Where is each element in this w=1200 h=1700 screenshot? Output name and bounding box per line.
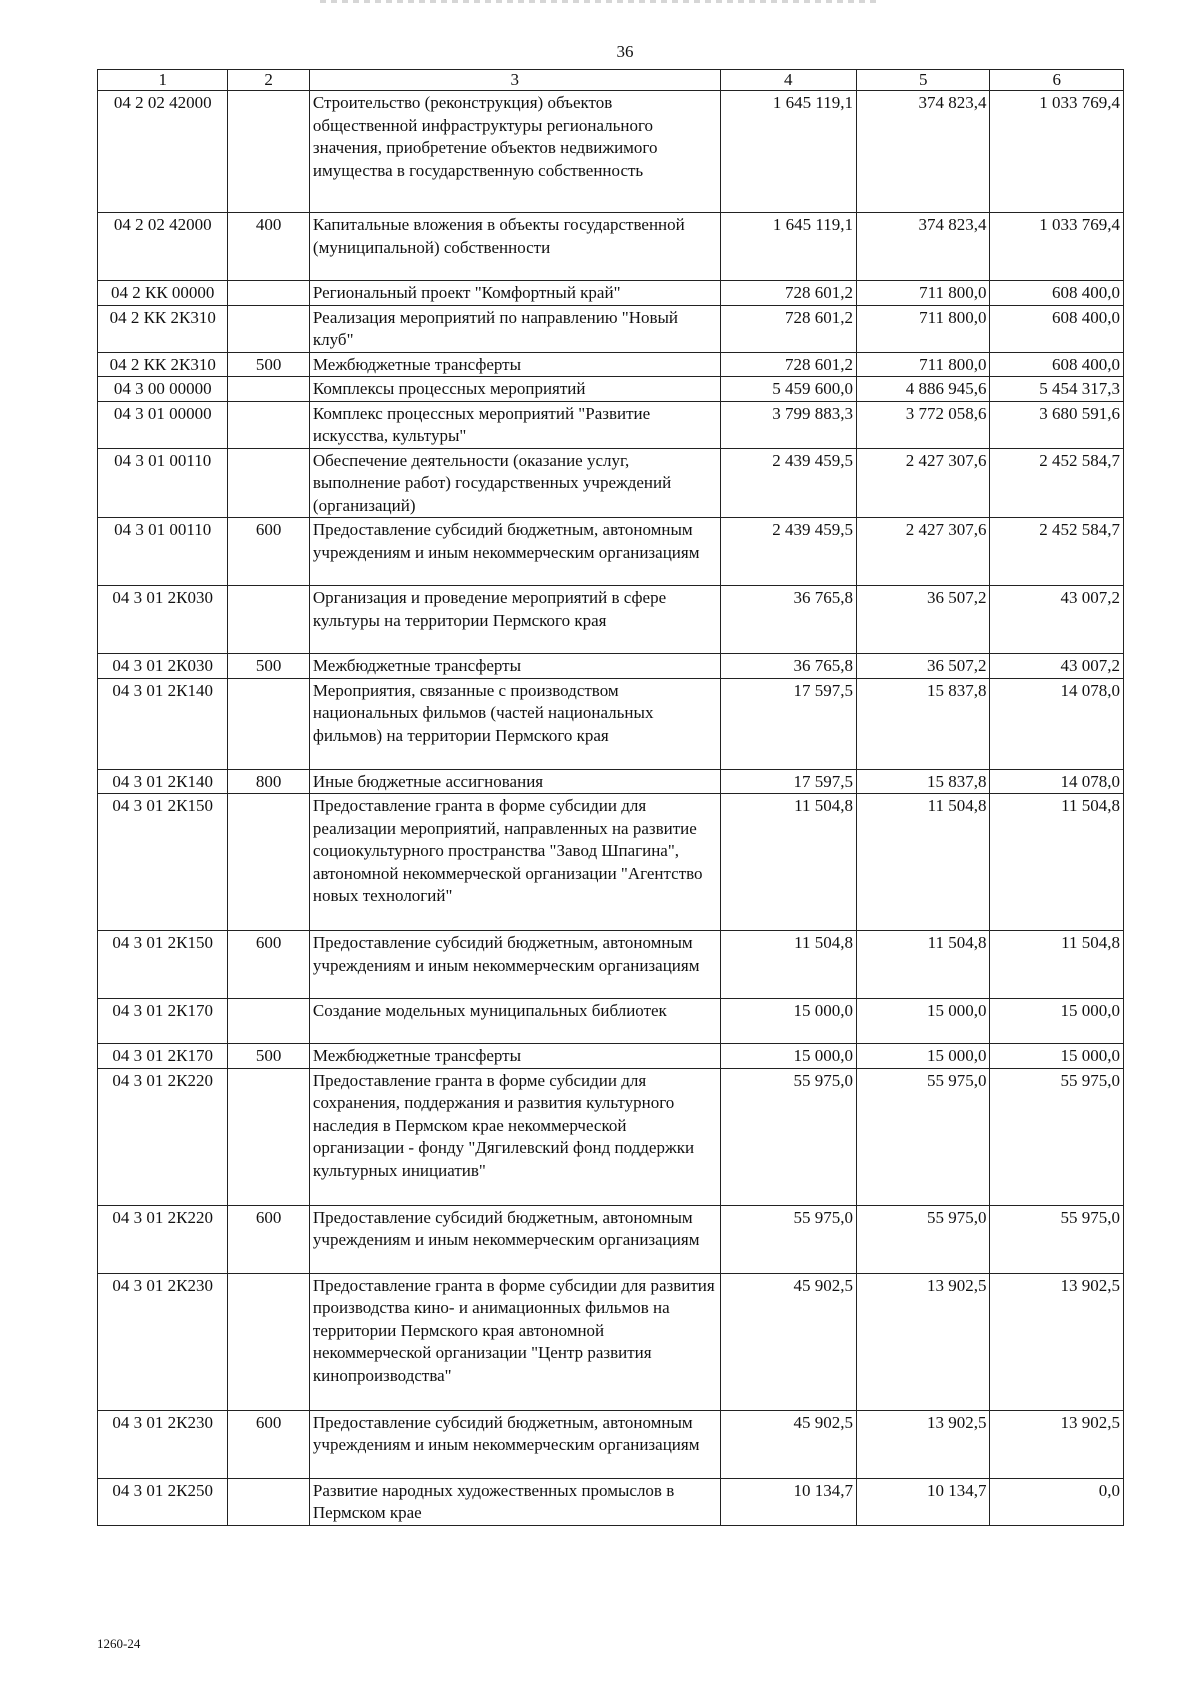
amount-col-4: 2 439 459,5 [720,518,857,586]
classification-code: 04 3 01 00110 [98,448,228,518]
item-name: Межбюджетные трансферты [309,654,720,679]
amount-col-6: 11 504,8 [990,931,1124,999]
table-row [98,1044,1124,1069]
amount-col-4: 17 597,5 [720,769,857,794]
classification-code: 04 2 КК 2К310 [98,305,228,352]
item-name: Комплекс процессных мероприятий "Развитие искусства, культуры" [309,401,720,448]
amount-col-6: 13 902,5 [990,1273,1124,1410]
amount-col-5: 711 800,0 [857,352,990,377]
amount-col-4: 1 645 119,1 [720,213,857,281]
amount-col-5: 11 504,8 [857,931,990,999]
page-number: 36 [616,42,634,61]
item-name: Реализация мероприятий по направлению "Новый клуб" [309,305,720,352]
expense-type-code: 600 [228,931,310,999]
item-name: Капитальные вложения в объекты государственной (муниципальной) собственности [309,213,720,281]
expense-type-code [228,281,310,306]
amount-col-5: 3 772 058,6 [857,401,990,448]
column-number-row [98,70,1124,91]
item-name: Строительство (реконструкция) объектов общественной инфраструктуры регионального значения, приобретение объектов недвижимого имущества в государственную собственность [309,91,720,213]
table-row [98,1410,1124,1478]
amount-col-6: 43 007,2 [990,654,1124,679]
amount-col-5: 36 507,2 [857,586,990,654]
amount-col-4: 55 975,0 [720,1068,857,1205]
classification-code: 04 3 01 2К230 [98,1410,228,1478]
table-row [98,448,1124,518]
column-header: 2 [228,70,310,91]
amount-col-6: 55 975,0 [990,1205,1124,1273]
table-row [98,352,1124,377]
amount-col-4: 36 765,8 [720,654,857,679]
expense-type-code: 500 [228,352,310,377]
column-header: 4 [720,70,857,91]
expense-type-code [228,586,310,654]
budget-table [97,69,1124,1526]
table-row [98,1478,1124,1525]
item-name: Межбюджетные трансферты [309,352,720,377]
classification-code: 04 3 01 00110 [98,518,228,586]
table-row [98,999,1124,1044]
amount-col-6: 55 975,0 [990,1068,1124,1205]
table-row [98,586,1124,654]
item-name: Предоставление гранта в форме субсидии для реализации мероприятий, направленных на развитие социокультурного пространства "Завод Шпагина", автономной некоммерческой организации "Агентство новых технологий" [309,794,720,931]
item-name: Предоставление субсидий бюджетным, автономным учреждениям и иным некоммерческим организациям [309,518,720,586]
item-name: Создание модельных муниципальных библиотек [309,999,720,1044]
amount-col-4: 15 000,0 [720,1044,857,1069]
amount-col-6: 2 452 584,7 [990,448,1124,518]
table-row [98,518,1124,586]
expense-type-code: 600 [228,1410,310,1478]
amount-col-6: 14 078,0 [990,769,1124,794]
amount-col-4: 3 799 883,3 [720,401,857,448]
amount-col-5: 2 427 307,6 [857,518,990,586]
amount-col-5: 4 886 945,6 [857,377,990,402]
classification-code: 04 3 01 2К150 [98,794,228,931]
amount-col-5: 711 800,0 [857,281,990,306]
table-row [98,1205,1124,1273]
amount-col-6: 608 400,0 [990,352,1124,377]
expense-type-code: 800 [228,769,310,794]
amount-col-5: 13 902,5 [857,1273,990,1410]
table-row [98,769,1124,794]
expense-type-code [228,1478,310,1525]
amount-col-6: 608 400,0 [990,305,1124,352]
amount-col-5: 10 134,7 [857,1478,990,1525]
amount-col-6: 11 504,8 [990,794,1124,931]
table-row [98,401,1124,448]
amount-col-4: 728 601,2 [720,352,857,377]
amount-col-4: 11 504,8 [720,931,857,999]
amount-col-4: 36 765,8 [720,586,857,654]
document-code: 1260-24 [97,1636,141,1651]
expense-type-code: 500 [228,1044,310,1069]
amount-col-4: 11 504,8 [720,794,857,931]
expense-type-code [228,448,310,518]
classification-code: 04 3 01 2К030 [98,586,228,654]
classification-code: 04 3 00 00000 [98,377,228,402]
amount-col-6: 15 000,0 [990,1044,1124,1069]
amount-col-6: 1 033 769,4 [990,91,1124,213]
amount-col-6: 608 400,0 [990,281,1124,306]
item-name: Региональный проект "Комфортный край" [309,281,720,306]
column-header: 5 [857,70,990,91]
table-row [98,678,1124,769]
amount-col-5: 15 837,8 [857,678,990,769]
classification-code: 04 3 01 2К220 [98,1068,228,1205]
scan-artifact [320,0,880,3]
classification-code: 04 3 01 00000 [98,401,228,448]
amount-col-6: 0,0 [990,1478,1124,1525]
classification-code: 04 2 02 42000 [98,91,228,213]
amount-col-4: 5 459 600,0 [720,377,857,402]
table-row [98,1273,1124,1410]
expense-type-code [228,91,310,213]
amount-col-4: 728 601,2 [720,281,857,306]
amount-col-5: 36 507,2 [857,654,990,679]
item-name: Предоставление гранта в форме субсидии для сохранения, поддержания и развития культурного наследия в Пермском крае некоммерческой организации - фонду "Дягилевский фонд поддержки культурных инициатив" [309,1068,720,1205]
amount-col-5: 15 000,0 [857,1044,990,1069]
amount-col-5: 2 427 307,6 [857,448,990,518]
amount-col-5: 11 504,8 [857,794,990,931]
amount-col-5: 55 975,0 [857,1068,990,1205]
amount-col-4: 55 975,0 [720,1205,857,1273]
amount-col-6: 5 454 317,3 [990,377,1124,402]
column-header: 6 [990,70,1124,91]
amount-col-6: 2 452 584,7 [990,518,1124,586]
item-name: Комплексы процессных мероприятий [309,377,720,402]
expense-type-code [228,1068,310,1205]
column-header: 3 [309,70,720,91]
item-name: Предоставление субсидий бюджетным, автономным учреждениям и иным некоммерческим организациям [309,1410,720,1478]
classification-code: 04 3 01 2К030 [98,654,228,679]
expense-type-code [228,305,310,352]
amount-col-5: 13 902,5 [857,1410,990,1478]
classification-code: 04 2 КК 00000 [98,281,228,306]
classification-code: 04 3 01 2К250 [98,1478,228,1525]
expense-type-code [228,794,310,931]
item-name: Иные бюджетные ассигнования [309,769,720,794]
expense-type-code [228,401,310,448]
table-row [98,377,1124,402]
table-row [98,654,1124,679]
classification-code: 04 3 01 2К140 [98,769,228,794]
item-name: Предоставление субсидий бюджетным, автономным учреждениям и иным некоммерческим организациям [309,931,720,999]
classification-code: 04 3 01 2К170 [98,1044,228,1069]
classification-code: 04 3 01 2К220 [98,1205,228,1273]
amount-col-4: 45 902,5 [720,1273,857,1410]
classification-code: 04 3 01 2К170 [98,999,228,1044]
expense-type-code [228,1273,310,1410]
amount-col-5: 374 823,4 [857,91,990,213]
amount-col-4: 17 597,5 [720,678,857,769]
classification-code: 04 2 02 42000 [98,213,228,281]
table-row [98,794,1124,931]
expense-type-code: 400 [228,213,310,281]
table-row [98,931,1124,999]
expense-type-code: 600 [228,1205,310,1273]
table-row [98,281,1124,306]
amount-col-6: 3 680 591,6 [990,401,1124,448]
amount-col-5: 55 975,0 [857,1205,990,1273]
column-header: 1 [98,70,228,91]
item-name: Обеспечение деятельности (оказание услуг, выполнение работ) государственных учреждений (организаций) [309,448,720,518]
amount-col-4: 1 645 119,1 [720,91,857,213]
amount-col-5: 711 800,0 [857,305,990,352]
item-name: Предоставление гранта в форме субсидии для развития производства кино- и анимационных фильмов на территории Пермского края автономной некоммерческой организации "Центр развития кинопроизводства" [309,1273,720,1410]
item-name: Мероприятия, связанные с производством национальных фильмов (частей национальных фильмов) на территории Пермского края [309,678,720,769]
expense-type-code: 600 [228,518,310,586]
expense-type-code [228,999,310,1044]
classification-code: 04 3 01 2К140 [98,678,228,769]
amount-col-4: 728 601,2 [720,305,857,352]
expense-type-code: 500 [228,654,310,679]
expense-type-code [228,678,310,769]
item-name: Межбюджетные трансферты [309,1044,720,1069]
item-name: Организация и проведение мероприятий в сфере культуры на территории Пермского края [309,586,720,654]
amount-col-5: 374 823,4 [857,213,990,281]
item-name: Развитие народных художественных промыслов в Пермском крае [309,1478,720,1525]
expense-type-code [228,377,310,402]
table-row [98,213,1124,281]
classification-code: 04 2 КК 2К310 [98,352,228,377]
amount-col-5: 15 837,8 [857,769,990,794]
amount-col-6: 13 902,5 [990,1410,1124,1478]
amount-col-6: 1 033 769,4 [990,213,1124,281]
classification-code: 04 3 01 2К230 [98,1273,228,1410]
amount-col-4: 15 000,0 [720,999,857,1044]
item-name: Предоставление субсидий бюджетным, автономным учреждениям и иным некоммерческим организациям [309,1205,720,1273]
amount-col-6: 15 000,0 [990,999,1124,1044]
classification-code: 04 3 01 2К150 [98,931,228,999]
table-row [98,91,1124,213]
amount-col-4: 10 134,7 [720,1478,857,1525]
table-row [98,305,1124,352]
amount-col-4: 2 439 459,5 [720,448,857,518]
table-row [98,1068,1124,1205]
amount-col-5: 15 000,0 [857,999,990,1044]
amount-col-4: 45 902,5 [720,1410,857,1478]
amount-col-6: 43 007,2 [990,586,1124,654]
amount-col-6: 14 078,0 [990,678,1124,769]
